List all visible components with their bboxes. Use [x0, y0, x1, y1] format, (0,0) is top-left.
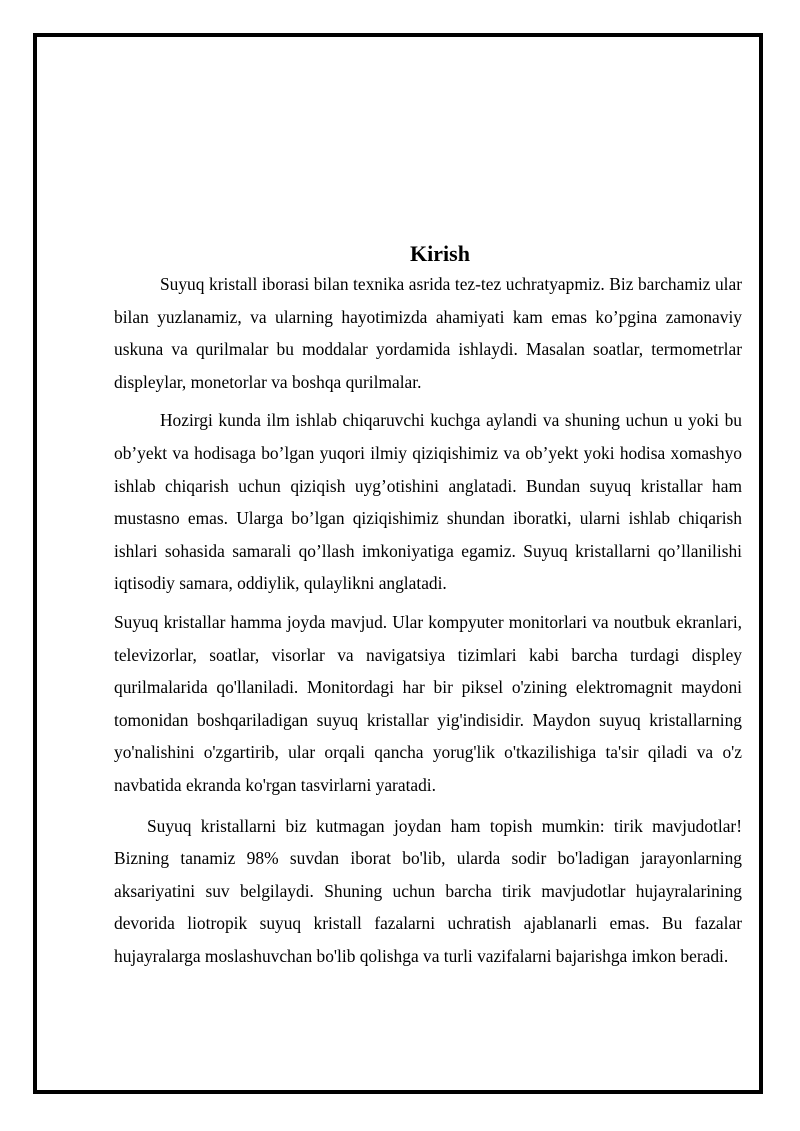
page-title: Kirish	[410, 241, 470, 266]
paragraph-1: Suyuq kristall iborasi bilan texnika asrida tez-tez uchratyapmiz. Biz barchamiz ular bilan yuzlanamiz, va ularning hayotimizda ahamiyati kam emas ko’pgina zamonaviy uskuna va qurilmalar bu moddalar yordamida ishlaydi. Masalan soatlar, termometrlar displeylar, monetorlar va boshqa qurilmalar.	[114, 274, 742, 392]
document-body	[114, 240, 742, 972]
paragraph-3: Suyuq kristallar hamma joyda mavjud. Ular kompyuter monitorlari va noutbuk ekranlari, televizorlar, soatlar, visorlar va navigatsiya tizimlari kabi barcha turdagi displey qurilmalarida qo'llaniladi. Monitordagi har bir piksel o'zining elektromagnit maydoni tomonidan boshqariladigan suyuq kristallar yig'indisidir. Maydon suyuq kristallarning yo'nalishini o'zgartirib, ular orqali qancha yorug'lik o'tkazilishiga ta'sir qiladi va o'z navbatida ekranda ko'rgan tasvirlarni yaratadi.	[114, 611, 742, 795]
paragraph-4: Suyuq kristallarni biz kutmagan joydan ham topish mumkin: tirik mavjudotlar! Bizning tanamiz 98% suvdan iborat bo'lib, ularda sodir bo'ladigan jarayonlarning aksariyatini suv belgilaydi. Shuning uchun barcha tirik mavjudotlar hujayralarining devorida liotropik suyuq kristall fazalarni uchratish ajablanarli emas. Bu fazalar hujayralarga moslashuvchan bo'lib qolishga va turli vazifalarni bajarishga imkon beradi.	[114, 815, 742, 966]
paragraph-2: Hozirgi kunda ilm ishlab chiqaruvchi kuchga aylandi va shuning uchun u yoki bu ob’yekt va hodisaga bo’lgan yuqori ilmiy qiziqishimiz va ob’yekt yoki hodisa xomashyo ishlab chiqarish uchun qiziqish uyg’otishini anglatadi. Bundan suyuq kristallar ham mustasno emas. Ularga bo’lgan qiziqishimiz shundan iboratki, ularni ishlab chiqarish ishlari sohasida samarali qo’llash imkoniyatiga egamiz. Suyuq kristallarni qo’llanilishi iqtisodiy samara, oddiylik, qulaylikni anglatadi.	[114, 410, 742, 594]
